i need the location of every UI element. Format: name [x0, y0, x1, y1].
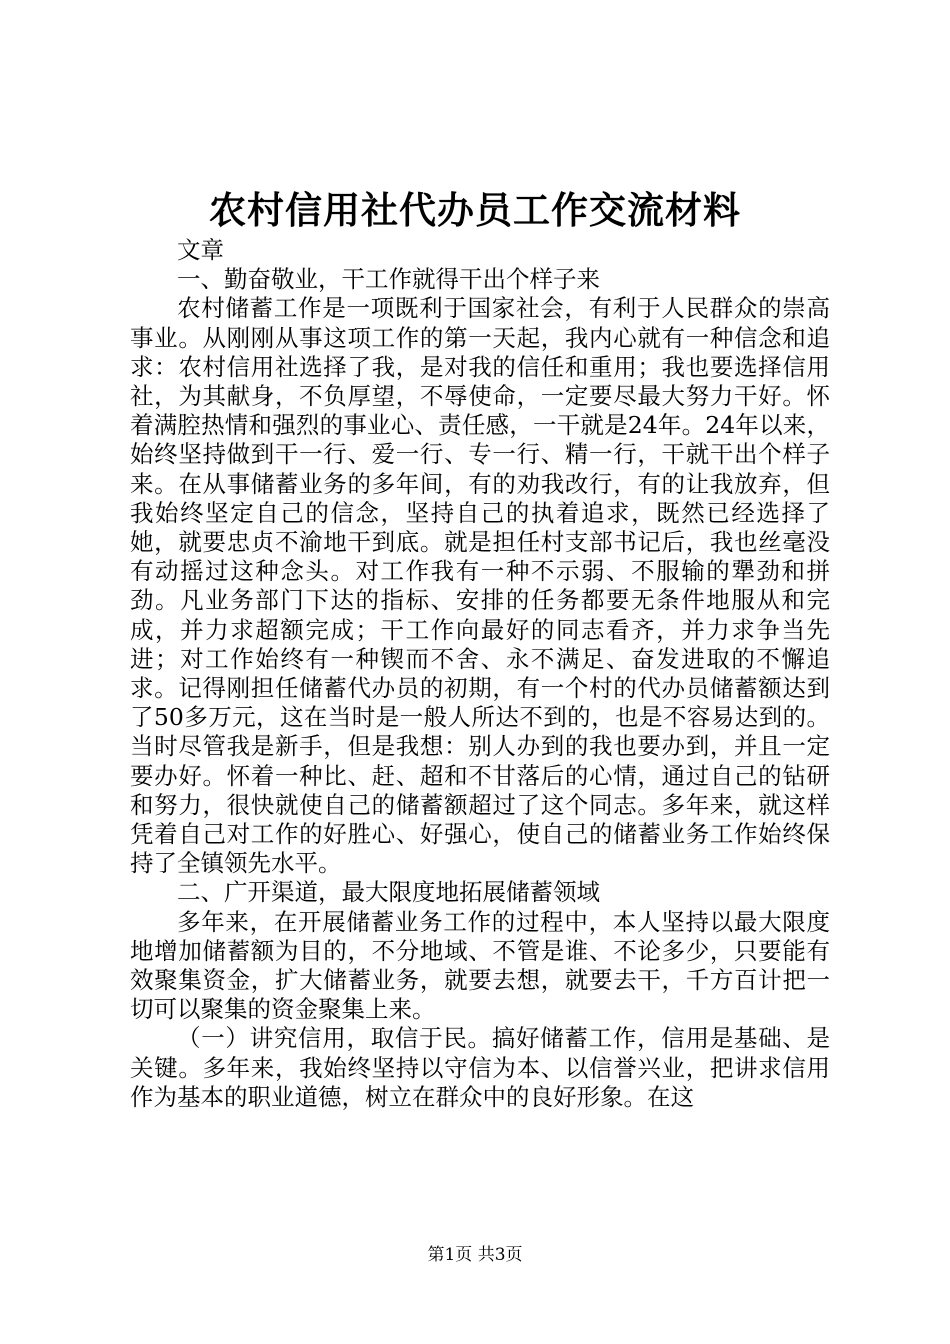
paragraph: 农村储蓄工作是一项既利于国家社会，有利于人民群众的崇高事业。从刚刚从事这项工作的第一天起，我内心就有一种信念和追求：农村信用社选择了我，是对我的信任和重用；我也要选择信用社，为其献身，不负厚望，不辱使命，一定要尽最大努力干好。怀着满腔热情和强烈的事业心、责任感，一干就是24年。24年以来，始终坚持做到干一行、爱一行、专一行、精一行，干就干出个样子来。在从事储蓄业务的多年间，有的劝我改行，有的让我放弃，但我始终坚定自己的信念，坚持自己的执着追求，既然已经选择了她，就要忠贞不渝地干到底。就是担任村支部书记后，我也丝毫没有动摇过这种念头。对工作我有一种不示弱、不服输的犟劲和拼劲。凡业务部门下达的指标、安排的任务都要无条件地服从和完成，并力求超额完成；干工作向最好的同志看齐，并力求争当先进；对工作始终有一种锲而不舍、永不满足、奋发进取的不懈追求。记得刚担任储蓄代办员的初期，有一个村的代办员储蓄额达到了50多万元，这在当时是一般人所达不到的，也是不容易达到的。当时尽管我是新手，但是我想：别人办到的我也要办到，并且一定要办好。怀着一种比、赶、超和不甘落后的心情，通过自己的钻研和努力，很快就使自己的储蓄额超过了这个同志。多年来，就这样凭着自己对工作的好胜心、好强心，使自己的储蓄业务工作始终保持了全镇领先水平。 — [130, 294, 830, 878]
section-heading-2: 二、广开渠道，最大限度地拓展储蓄领域 — [177, 878, 600, 907]
document-title: 农村信用社代办员工作交流材料 — [209, 188, 741, 232]
paragraph: （一）讲究信用，取信于民。搞好储蓄工作，信用是基础、是关键。多年来，我始终坚持以守信为本、以信誉兴业，把讲求信用作为基本的职业道德，树立在群众中的良好形象。在这 — [130, 1024, 830, 1111]
section-heading-1: 一、勤奋敬业，干工作就得干出个样子来 — [177, 265, 600, 294]
article-label: 文章 — [177, 236, 224, 264]
document-body — [130, 236, 830, 1112]
paragraph: 多年来，在开展储蓄业务工作的过程中，本人坚持以最大限度地增加储蓄额为目的，不分地域、不管是谁、不论多少，只要能有效聚集资金，扩大储蓄业务，就要去想，就要去干，千方百计把一切可以聚集的资金聚集上来。 — [130, 907, 830, 1024]
page-footer: 第1页 共3页 — [427, 1245, 523, 1265]
